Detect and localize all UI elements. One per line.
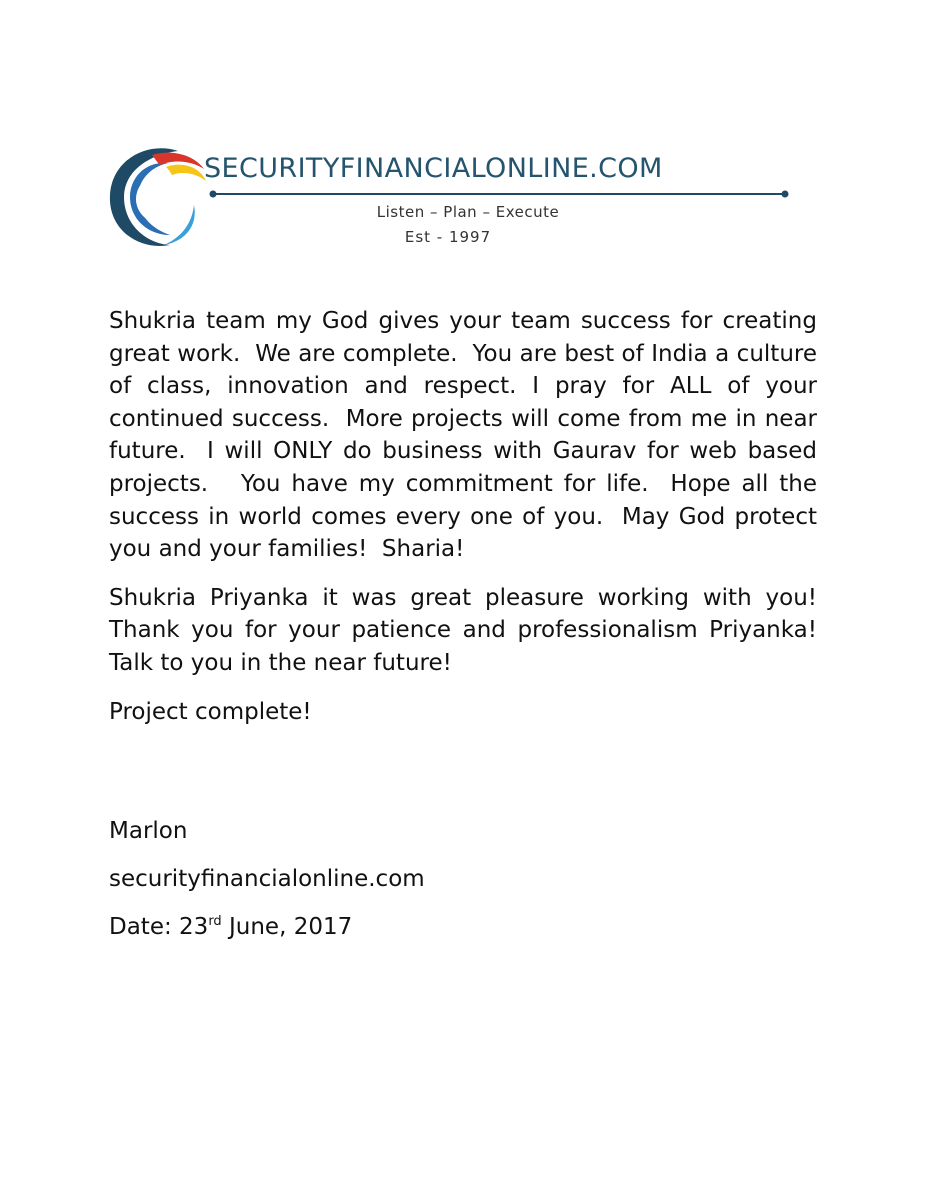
date-prefix: Date: 23	[109, 914, 209, 940]
letter-paragraph-1: Shukria team my God gives your team success for creating great work. We are complete. You are best of India a culture of class, innovation and respect. I pray for ALL of your continued success. More projects will come from me in near future. I will ONLY do business with Gaurav for web based projects. You have my commitment for life. Hope all the success in world comes every one of you. May God protect you and your families! Sharia!	[109, 308, 825, 563]
tagline: Listen – Plan – Execute	[376, 203, 560, 221]
letter-paragraph-3: Project complete!	[109, 698, 312, 725]
established-year: Est - 1997	[404, 228, 492, 246]
company-logo-icon	[108, 145, 212, 249]
signature-date	[109, 911, 809, 943]
signature-name: Marlon	[109, 818, 188, 844]
brand-name: SECURITYFINANCIALONLINE.COM	[204, 153, 663, 184]
signature-block	[109, 815, 809, 959]
letter-paragraph-2: Shukria Priyanka it was great pleasure working with you! Thank you for your patience and professionalism Priyanka! Talk to you in the near future!	[109, 584, 832, 676]
date-suffix: June, 2017	[221, 914, 353, 940]
letterhead	[108, 145, 798, 255]
letter-body	[109, 305, 832, 744]
signature-website: securityfinancialonline.com	[109, 866, 425, 892]
date-ordinal: rd	[208, 914, 222, 929]
brand-divider	[208, 189, 790, 199]
